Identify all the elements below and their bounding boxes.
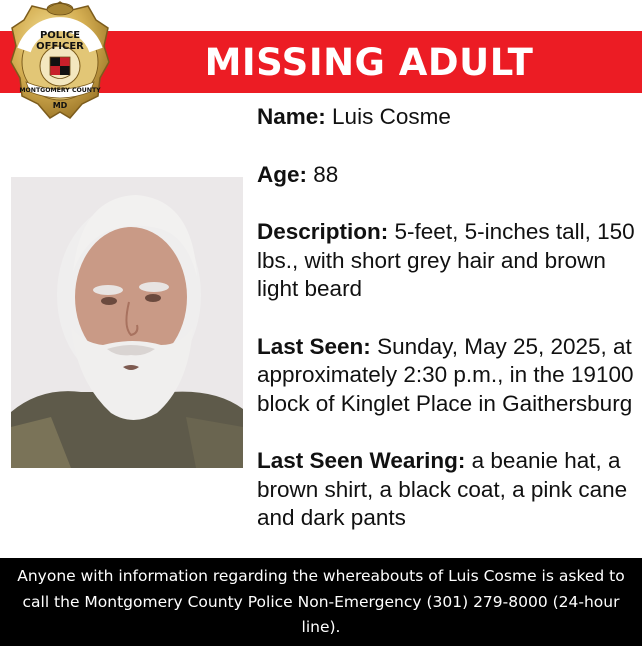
age-value: 88 (313, 161, 339, 187)
last-seen-field (257, 333, 642, 419)
name-value: Luis Cosme (332, 104, 451, 129)
badge-line1: POLICE (39, 30, 81, 41)
badge-state: MD (52, 101, 68, 110)
age-field (257, 161, 642, 190)
contact-info-text: Anyone with information regarding the whereabouts of Luis Cosme is asked to call the Montgomery County Police Non-Emergency (301) 279-8000 (24-hour line). (17, 567, 625, 636)
name-label: Name: (257, 104, 326, 129)
description-label: Description: (257, 219, 389, 244)
last-seen-wearing-label: Last Seen Wearing: (257, 448, 466, 473)
last-seen-value: Sunday, May 25, 2025, at approximately 2:30 p.m., in the 19100 block of Kinglet Place in Gaithersburg (257, 333, 634, 416)
description-field (257, 218, 642, 304)
badge-line2: OFFICER (36, 41, 84, 52)
person-details (257, 103, 642, 562)
badge-ribbon: MONTGOMERY COUNTY (19, 87, 101, 94)
contact-footer (0, 558, 642, 646)
description-value: 5-feet, 5-inches tall, 150 lbs., with short grey hair and brown light beard (257, 219, 635, 301)
age-label: Age: (257, 161, 307, 187)
missing-person-photo (11, 177, 243, 468)
last-seen-wearing-value: a beanie hat, a brown shirt, a black coat, a pink cane and dark pants (257, 448, 628, 530)
banner-title: MISSING ADULT (204, 40, 534, 84)
police-badge-logo (10, 0, 110, 122)
last-seen-wearing-field (257, 447, 642, 533)
last-seen-label: Last Seen: (257, 333, 371, 359)
name-field (257, 103, 642, 132)
